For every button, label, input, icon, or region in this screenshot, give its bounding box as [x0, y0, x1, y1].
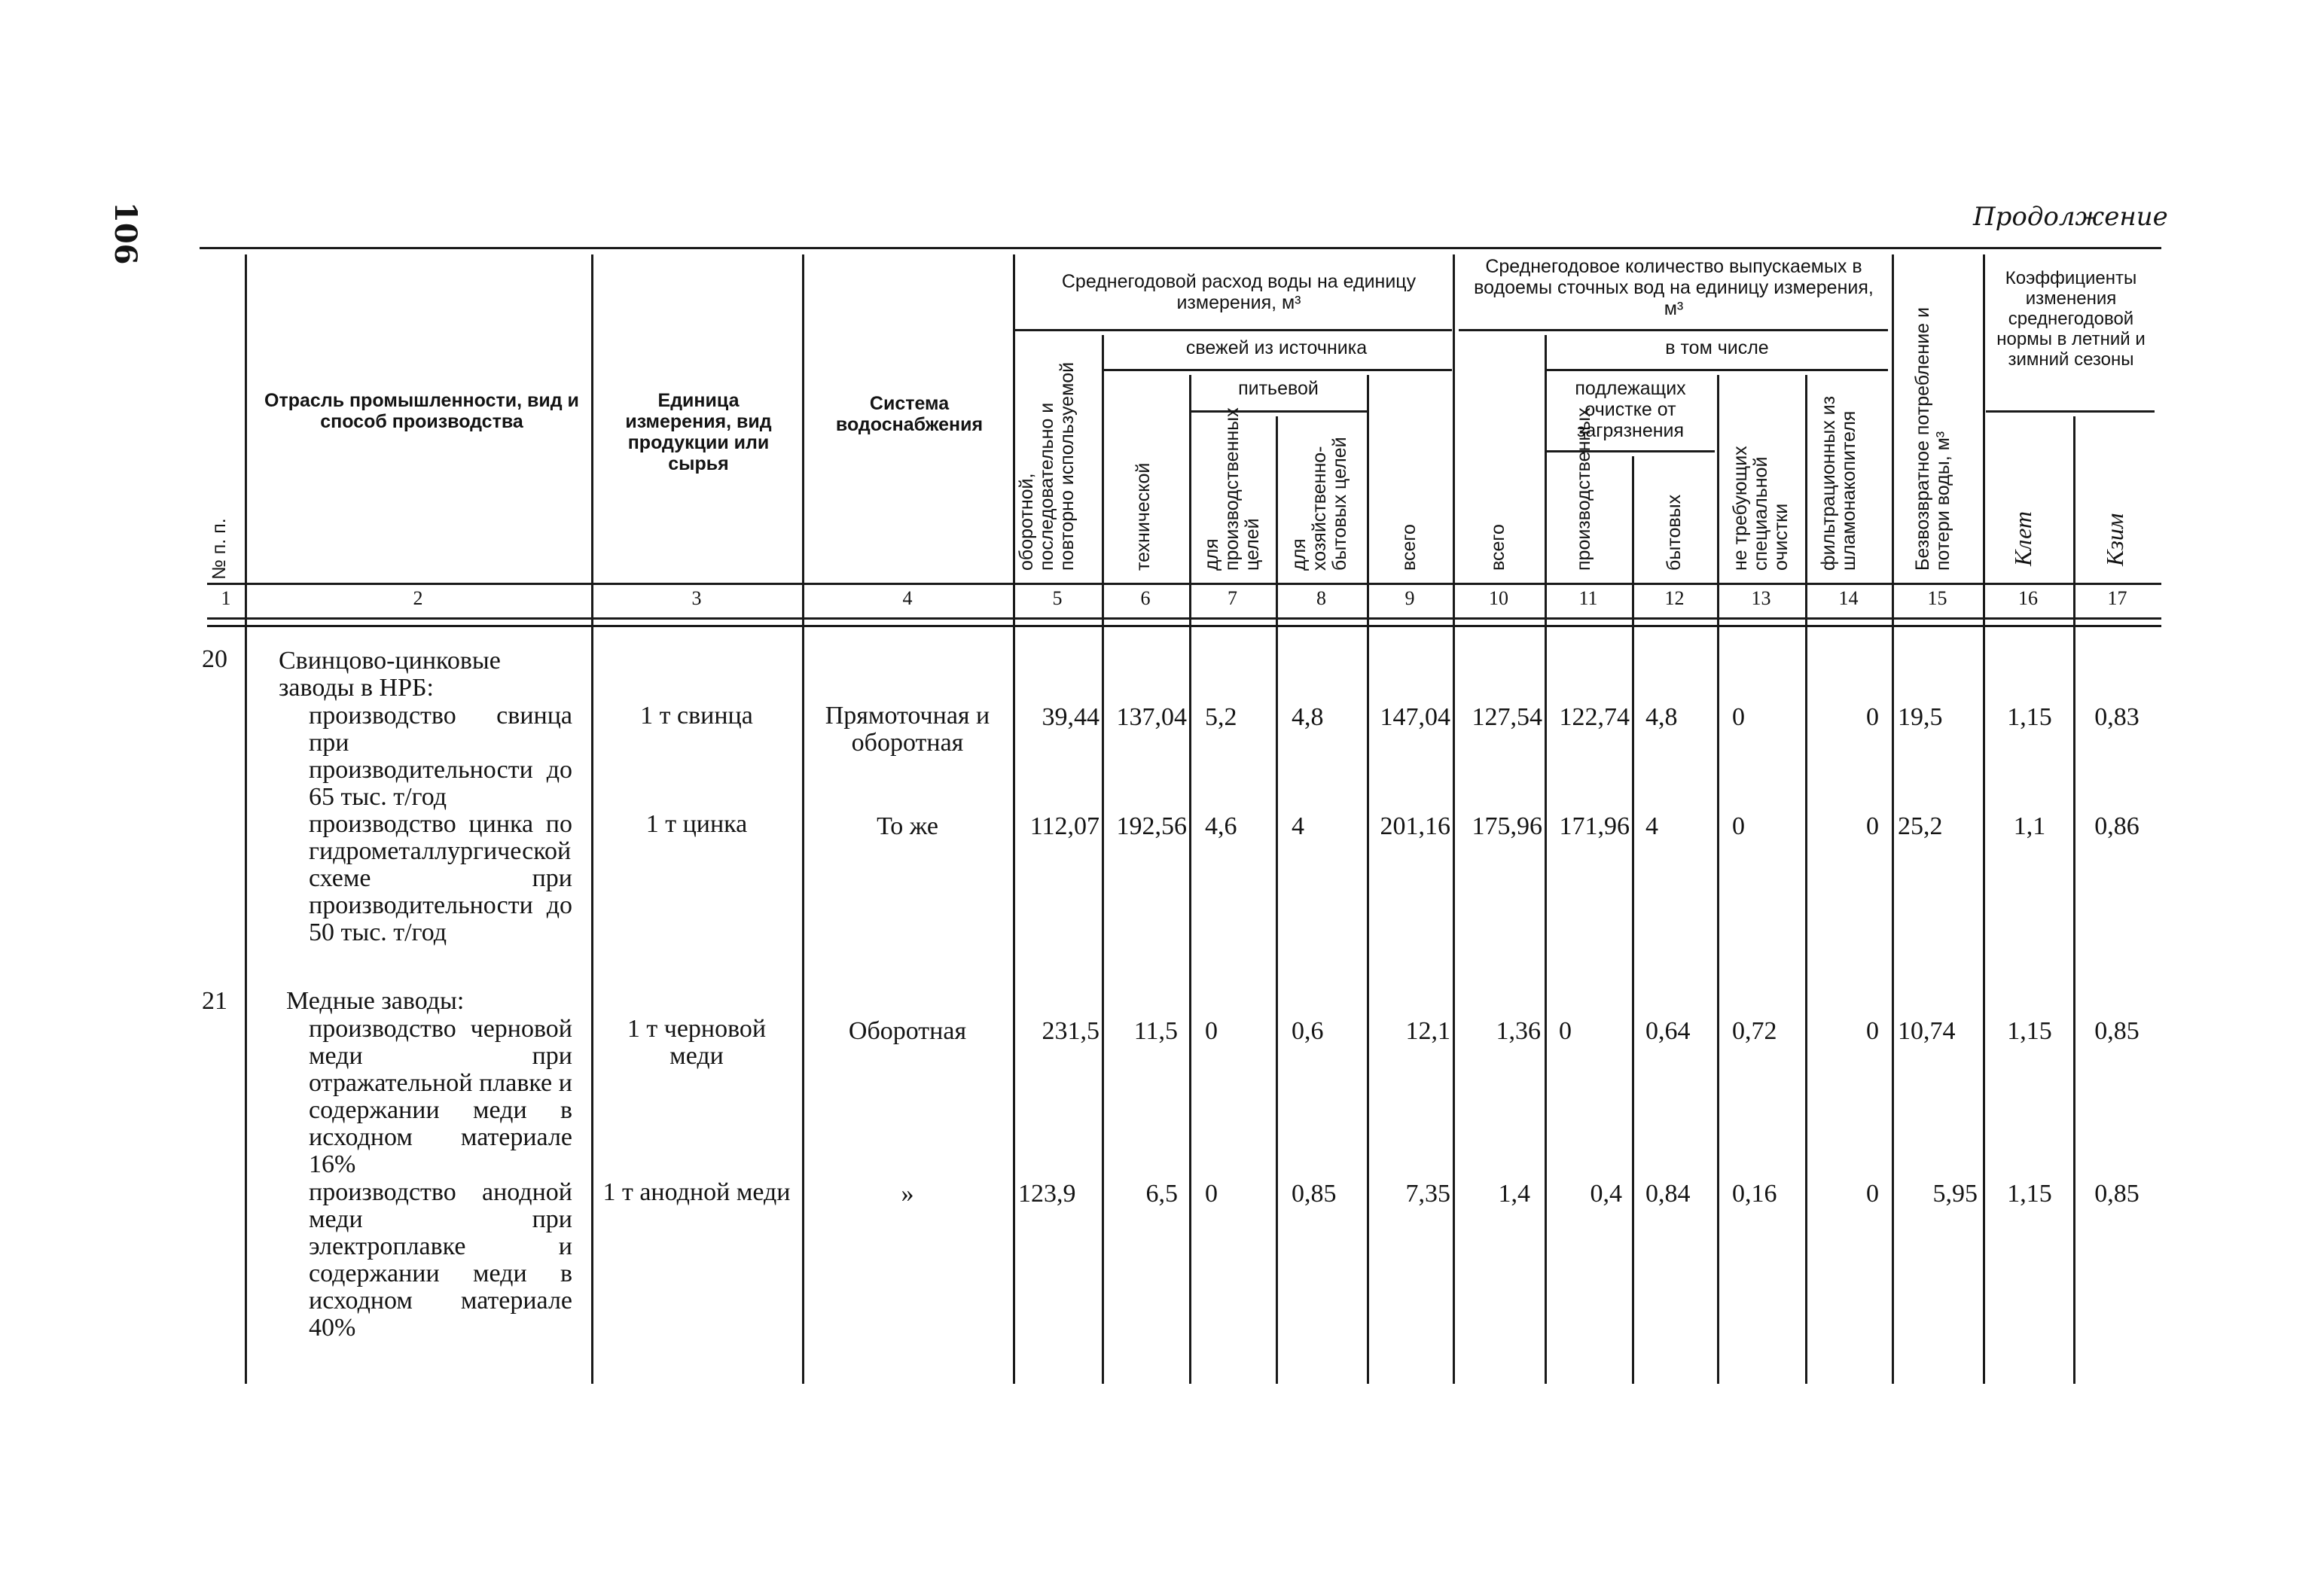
colnum: 5 — [1052, 587, 1063, 609]
row-description: производство цинка по гидрометаллургической схеме при производительности до 50 тыс. т/год — [309, 810, 572, 946]
cell-domestic: 0,84 — [1645, 1180, 1691, 1208]
row-system: Оборотная — [848, 1017, 967, 1045]
continuation-label: Продолжение — [1973, 202, 2168, 232]
header-household-purposes: для хозяйственно-бытовых целей — [1289, 437, 1350, 571]
cell-drinking-production: 0 — [1205, 1180, 1218, 1208]
cell-domestic: 0,64 — [1645, 1017, 1691, 1045]
colnum: 10 — [1489, 587, 1508, 609]
cell-k-winter: 0,85 — [2094, 1180, 2139, 1208]
cell-drinking-production: 4,6 — [1205, 812, 1237, 840]
header-no-treatment: не требующих специальной очистки — [1730, 446, 1792, 571]
header-k-summer: Kлет — [2009, 511, 2036, 566]
header-industry: Отрасль промышленности, вид и способ производства — [264, 390, 579, 432]
header-group-coefficients: Коэффициенты изменения среднегодовой нормы в летний и зимний сезоны — [1996, 268, 2146, 370]
cell-irrecoverable: 25,2 — [1898, 812, 1943, 840]
cell-recycled: 39,44 — [1042, 703, 1099, 731]
cell-no-treatment: 0 — [1732, 703, 1745, 731]
header-total-discharge: всего — [1487, 524, 1508, 571]
header-group-fresh: свежей из источника — [1185, 337, 1368, 358]
colnum: 3 — [691, 587, 702, 609]
group-title: Свинцово-цинковые заводы в НРБ: — [279, 647, 501, 702]
colnum: 14 — [1838, 587, 1859, 609]
colnum: 11 — [1578, 587, 1598, 609]
cell-no-treatment: 0,72 — [1732, 1017, 1777, 1045]
colnum: 7 — [1228, 587, 1237, 609]
cell-domestic: 4 — [1645, 812, 1658, 840]
header-group-consumption: Среднегодовой расход воды на единицу измерения, м³ — [1061, 271, 1417, 313]
cell-recycled: 112,07 — [1029, 812, 1099, 840]
row-number: 21 — [202, 987, 227, 1015]
header-technical: технической — [1133, 462, 1154, 571]
cell-domestic: 4,8 — [1645, 703, 1678, 731]
cell-drinking-household: 4 — [1292, 812, 1304, 840]
header-group-to-treat: подлежащих очистке от загрязнения — [1575, 378, 1686, 441]
cell-industrial: 0,4 — [1590, 1180, 1622, 1208]
row-description: производство черновой меди при отражательной плавке и содержании меди в исходном материале 16% — [309, 1015, 572, 1178]
cell-technical: 137,04 — [1116, 703, 1187, 731]
cell-no-treatment: 0 — [1732, 812, 1745, 840]
cell-k-summer: 1,1 — [2013, 812, 2046, 840]
colnum: 16 — [2018, 587, 2038, 609]
colnum: 2 — [413, 587, 423, 609]
cell-discharge-total: 1,4 — [1498, 1180, 1530, 1208]
group-title: Медные заводы: — [286, 987, 465, 1015]
colnum: 17 — [2107, 587, 2127, 609]
row-system: То же — [877, 812, 938, 840]
row-description: производство свинца при производительности до 65 тыс. т/год — [309, 702, 572, 811]
header-k-winter: Kзим — [2101, 513, 2128, 566]
colnum: 9 — [1404, 587, 1415, 609]
header-supply-system: Система водоснабжения — [835, 393, 984, 435]
cell-drinking-household: 4,8 — [1292, 703, 1324, 731]
cell-no-treatment: 0,16 — [1732, 1180, 1777, 1208]
cell-fresh-total: 147,04 — [1380, 703, 1450, 731]
cell-technical: 192,56 — [1116, 812, 1187, 840]
cell-drinking-household: 0,6 — [1292, 1017, 1324, 1045]
cell-filtration: 0 — [1866, 703, 1879, 731]
header-group-drinking: питьевой — [1238, 378, 1319, 399]
cell-k-winter: 0,85 — [2094, 1017, 2139, 1045]
cell-industrial: 122,74 — [1559, 703, 1630, 731]
cell-irrecoverable: 19,5 — [1898, 703, 1943, 731]
header-production-purposes: для производственных целей — [1201, 407, 1263, 571]
row-unit: 1 т черновой меди — [627, 1015, 767, 1070]
cell-k-summer: 1,15 — [2007, 1017, 2052, 1045]
cell-discharge-total: 175,96 — [1472, 812, 1542, 840]
cell-industrial: 0 — [1559, 1017, 1572, 1045]
cell-drinking-production: 0 — [1205, 1017, 1218, 1045]
cell-k-winter: 0,86 — [2094, 812, 2139, 840]
cell-discharge-total: 127,54 — [1472, 703, 1542, 731]
colnum: 12 — [1664, 587, 1685, 609]
cell-filtration: 0 — [1866, 812, 1879, 840]
cell-irrecoverable: 5,95 — [1932, 1180, 1978, 1208]
cell-fresh-total: 12,1 — [1405, 1017, 1450, 1045]
header-industrial-wastewater: производственных — [1573, 407, 1594, 571]
header-recycled: оборотной, последовательно и повторно используемой — [1016, 361, 1078, 571]
cell-recycled: 123,9 — [1018, 1180, 1076, 1208]
row-system: Прямоточная и оборотная — [825, 702, 990, 757]
header-group-discharge: Среднегодовое количество выпускаемых в водоемы сточных вод на единицу измерения, м³ — [1474, 256, 1874, 319]
cell-irrecoverable: 10,74 — [1898, 1017, 1956, 1045]
header-unit: Единица измерения, вид продукции или сырья — [625, 390, 772, 474]
cell-drinking-household: 0,85 — [1292, 1180, 1337, 1208]
colnum: 4 — [902, 587, 913, 609]
cell-technical: 11,5 — [1133, 1017, 1178, 1045]
cell-k-summer: 1,15 — [2007, 703, 2052, 731]
cell-fresh-total: 7,35 — [1405, 1180, 1450, 1208]
header-filtration: фильтрационных из шламонакопителя — [1818, 395, 1859, 571]
cell-industrial: 171,96 — [1559, 812, 1630, 840]
row-unit: 1 т свинца — [640, 702, 753, 730]
header-total-fresh: всего — [1398, 524, 1420, 571]
header-irrecoverable: Безвозвратное потребление и потери воды, м³ — [1912, 307, 1953, 571]
cell-drinking-production: 5,2 — [1205, 703, 1237, 731]
row-unit: 1 т анодной меди — [602, 1178, 791, 1206]
page-number: 106 — [108, 202, 143, 265]
cell-k-summer: 1,15 — [2007, 1180, 2052, 1208]
header-group-including: в том числе — [1665, 337, 1769, 358]
colnum: 13 — [1751, 587, 1771, 609]
row-unit: 1 т цинка — [645, 810, 748, 838]
cell-discharge-total: 1,36 — [1496, 1017, 1541, 1045]
colnum: 1 — [221, 587, 231, 609]
cell-k-winter: 0,83 — [2094, 703, 2139, 731]
colnum: 15 — [1927, 587, 1947, 609]
cell-fresh-total: 201,16 — [1380, 812, 1450, 840]
cell-filtration: 0 — [1866, 1017, 1879, 1045]
header-domestic-wastewater: бытовых — [1664, 494, 1685, 571]
cell-technical: 6,5 — [1145, 1180, 1178, 1208]
cell-recycled: 231,5 — [1042, 1017, 1099, 1045]
row-number: 20 — [202, 645, 227, 673]
header-row-number: № п. п. — [209, 518, 230, 580]
cell-filtration: 0 — [1866, 1180, 1879, 1208]
row-system: » — [901, 1180, 914, 1208]
colnum: 6 — [1140, 587, 1151, 609]
colnum: 8 — [1316, 587, 1326, 609]
row-description: производство анодной меди при электроплавке и содержании меди в исходном материале 40% — [309, 1178, 572, 1342]
